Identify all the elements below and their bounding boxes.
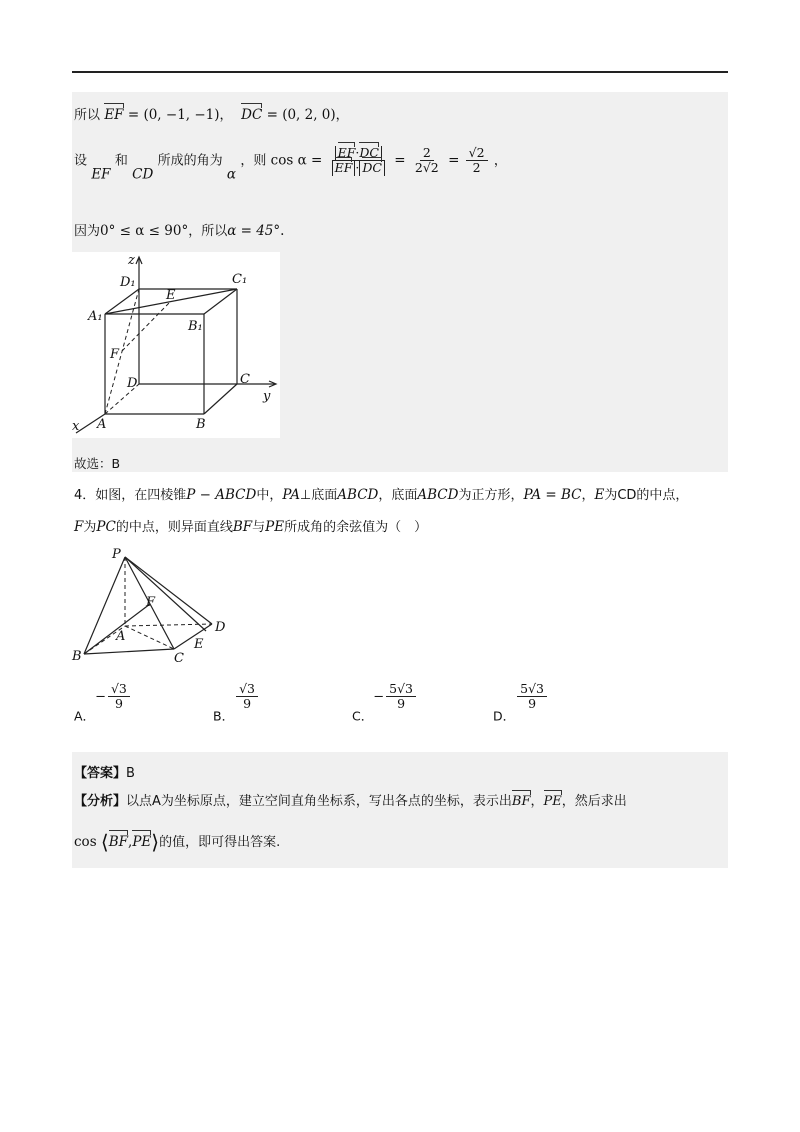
label-D: D <box>127 376 138 391</box>
label-F: F <box>110 347 120 362</box>
header-rule <box>72 71 728 73</box>
label-D1: D₁ <box>120 275 136 290</box>
pyramid-label-P: P <box>112 547 121 562</box>
analysis-line-1: 【分析】以点A为坐标原点，建立空间直角坐标系，写出各点的坐标，表示出BF，PE，然后求出 <box>74 794 627 809</box>
option-c[interactable]: C．− $\frac{5√3}{9}$ <box>352 682 418 724</box>
label-E: E <box>166 288 176 303</box>
axis-z-label: z <box>128 253 135 268</box>
fraction-2-over-2root2: $\frac{2}{2√2}$ <box>414 145 439 176</box>
pyramid-label-A: A <box>116 629 126 644</box>
pyramid-label-D: D <box>215 620 226 635</box>
option-a[interactable]: A．− $\frac{√3}{9}$ <box>74 682 132 724</box>
axis-y-label: y <box>263 389 271 404</box>
option-b[interactable]: B． $\frac{√3}{9}$ <box>213 682 260 724</box>
pyramid-figure <box>70 544 240 666</box>
pyramid-label-F: F <box>146 595 156 610</box>
label-B: B <box>196 417 206 432</box>
pyramid-label-C: C <box>174 651 184 666</box>
solution-line-2: 设 EF 和 CD 所成的角为 α ，则 cos α = $\frac{EF\cdot DC}{EF \cdot DC}$ = $\frac{2}{2√2}$ = $\frac{√2}{2}$ ， <box>74 145 507 183</box>
question-line-1: 4．如图，在四棱锥P − ABCD中，PA⊥底面ABCD，底面ABCD为正方形，PA = BC，E为CD的中点， <box>74 487 689 503</box>
solution-line-3: 因为0° ≤ α ≤ 90°，所以α = 45°. <box>74 223 285 239</box>
label-A1: A₁ <box>88 309 103 324</box>
analysis-line-2: cos ⟨BF,PE⟩的值，即可得出答案. <box>74 830 281 854</box>
cube-figure <box>72 252 280 438</box>
label-A: A <box>97 417 107 432</box>
solution-line-1: 所以 EF = (0, −1, −1)， DC = (0, 2, 0)， <box>74 107 349 123</box>
question-line-2: F为PC的中点，则异面直线BF与PE所成角的余弦值为（ ） <box>74 519 428 535</box>
answer-line: 【答案】B <box>74 766 135 781</box>
axis-x-label: x <box>72 419 80 434</box>
pyramid-label-B: B <box>72 649 82 664</box>
pyramid-label-E: E <box>194 637 204 652</box>
label-B1: B₁ <box>188 319 203 334</box>
cos-fraction: $\frac{EF\cdot DC}{EF \cdot DC}$ <box>329 146 388 176</box>
label-C1: C₁ <box>232 272 248 287</box>
label-C: C <box>240 372 250 387</box>
option-d[interactable]: D． $\frac{5√3}{9}$ <box>493 682 549 724</box>
fraction-root2-over-2: $\frac{√2}{2}$ <box>466 146 488 176</box>
answer-choice: 故选：B <box>74 456 121 471</box>
